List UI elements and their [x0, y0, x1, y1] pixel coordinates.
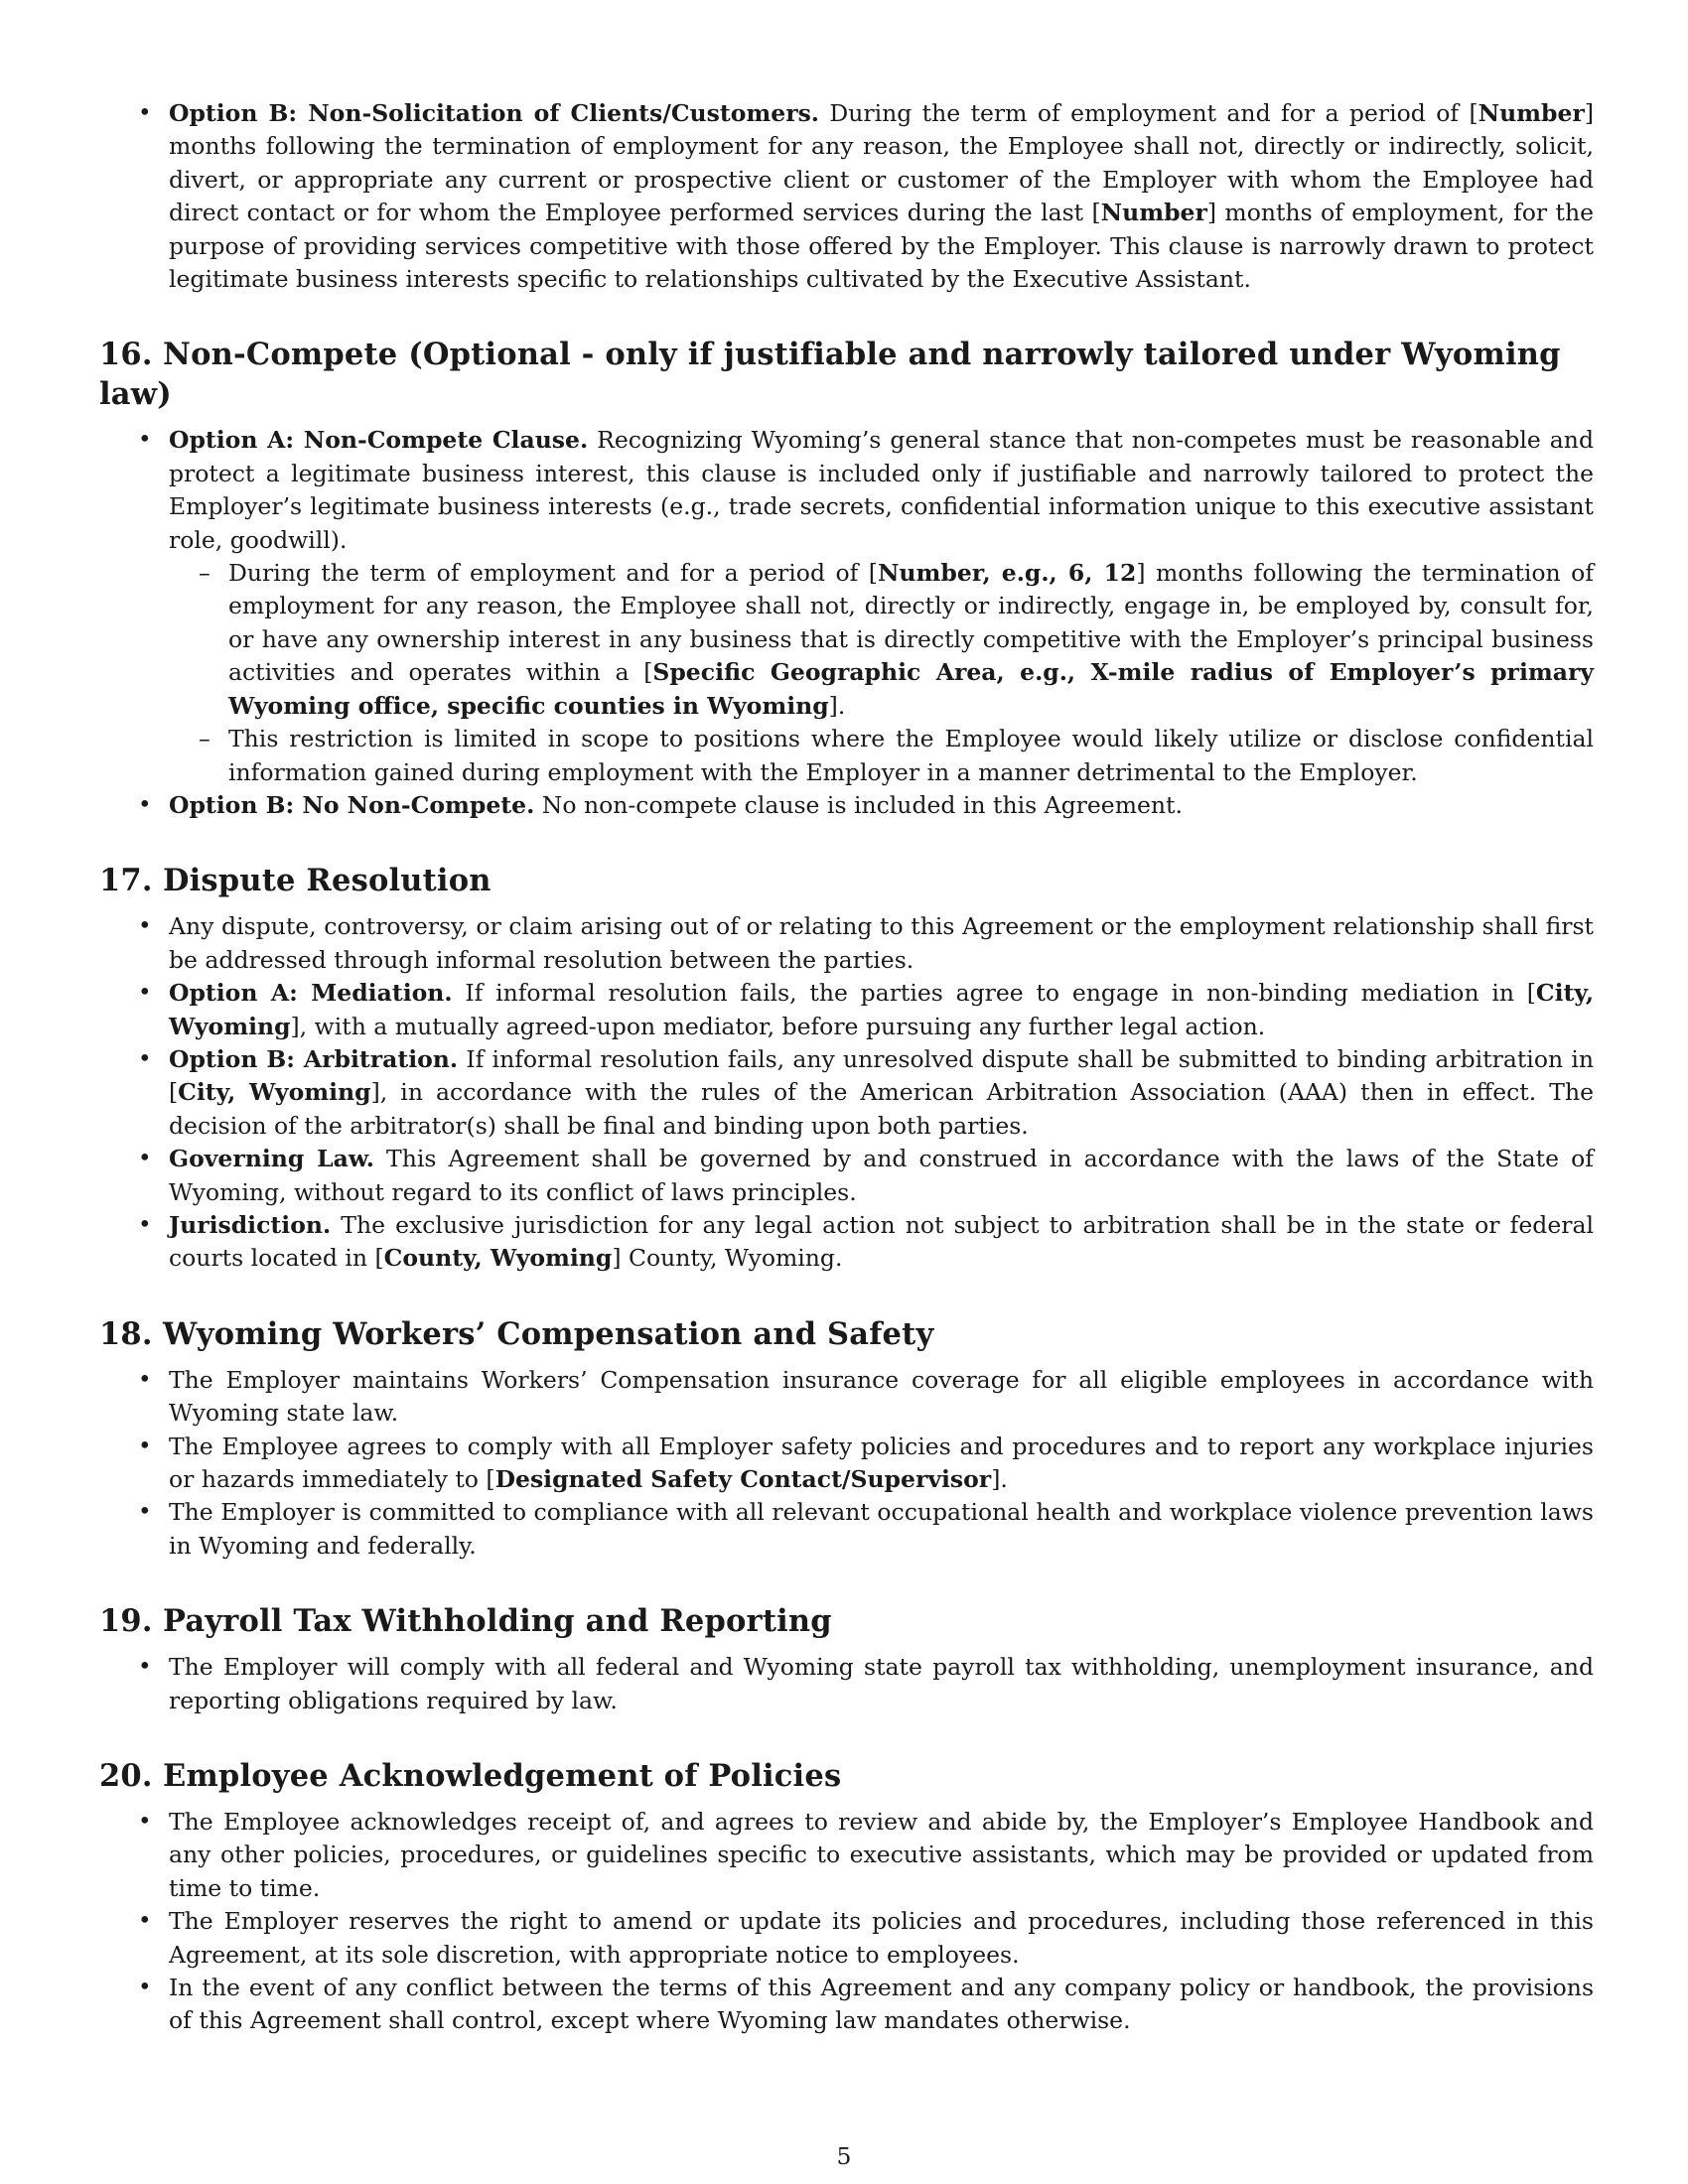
section-heading-19: 19. Payroll Tax Withholding and Reporting — [99, 1603, 832, 1640]
bullet-icon: • — [138, 1433, 152, 1459]
list-item: • Option A: Non-Compete Clause. Recognizing Wyoming’s general stance that non-competes must be reasonable and protect a legitimate business interest, this clause is included only if justifiable and narrowly tailored to protect the Employer’s legitimate business interests (e.g., trade secrets, confidential information unique to this executive assistant role, goodwill). – During the term of employment and for a period of [Number, e.g., 6, 12] months following the termination of employment for any reason, the Employee shall not, directly or indirectly, engage in, be employed by, consult for, or have any ownership interest in any business that is directly competitive with the Employer’s principal business activities and operates within a [Specific Geographic Area, e.g., X-mile radius of Employer’s primary Wyoming office, specific counties in Wyoming]. – This restriction is limited in scope to positions where the Employee would likely utilize or disclose confidential information gained during employment with the Employer in a manner detrimental to the Employer. — [99, 424, 1594, 788]
bullet-icon: • — [138, 1975, 152, 2001]
bullet-icon: • — [138, 1908, 152, 1935]
dash-icon: – — [199, 559, 211, 588]
bullet-icon: • — [138, 1654, 152, 1681]
list-item: • Option B: Non-Solicitation of Clients/Customers. During the term of employment and for a period of [Number] months following the termination of employment for any reason, the Employee shall not, directly or indirectly, solicit, divert, or appropriate any current or prospective client or customer of the Employer with whom the Employee had direct contact or for whom the Employee performed services during the last [Number] months of employment, for the purpose of providing services competitive with those offered by the Employer. This clause is narrowly drawn to protect legitimate business interests specific to relationships cultivated by the Executive Assistant. — [138, 99, 1594, 294]
list-item: • The Employer is committed to compliance with all relevant occupational health and workplace violence prevention laws in Wyoming and federally. — [138, 1498, 1594, 1560]
section-17-list — [99, 910, 1594, 1275]
non-solicitation-list — [99, 97, 1594, 296]
sub-list — [169, 557, 1594, 789]
bullet-icon: • — [138, 791, 152, 818]
sub-list-item: – During the term of employment and for a period of [Number, e.g., 6, 12] months following the termination of employment for any reason, the Employee shall not, directly or indirectly, engage in, be employed by, consult for, or have any ownership interest in any business that is directly competitive with the Employer’s principal business activities and operates within a [Specific Geographic Area, e.g., X-mile radius of Employer’s primary Wyoming office, specific counties in Wyoming]. — [199, 559, 1595, 720]
section-heading-18: 18. Wyoming Workers’ Compensation and Safety — [99, 1315, 934, 1352]
bullet-icon: • — [138, 1366, 152, 1393]
bullet-icon: • — [138, 1809, 152, 1836]
list-item: • Option B: Arbitration. If informal resolution fails, any unresolved dispute shall be submitted to binding arbitration in [City, Wyoming], in accordance with the rules of the American Arbitration Association (AAA) then in effect. The decision of the arbitrator(s) shall be final and binding upon both parties. — [138, 1044, 1595, 1140]
list-item: • The Employer reserves the right to amend or update its policies and procedures, including those referenced in this Agreement, at its sole discretion, with appropriate notice to employees. — [138, 1907, 1594, 1969]
list-item: • In the event of any conflict between the terms of this Agreement and any company policy or handbook, the provisions of this Agreement shall control, except where Wyoming law mandates otherwise. — [138, 1974, 1594, 2035]
section-18-list — [99, 1364, 1594, 1563]
sub-list-item: – This restriction is limited in scope to positions where the Employee would likely utilize or disclose confidential information gained during employment with the Employer in a manner detrimental to the Employer. — [199, 725, 1594, 786]
dash-icon: – — [199, 725, 211, 753]
list-item: • The Employer will comply with all federal and Wyoming state payroll tax withholding, unemployment insurance, and reporting obligations required by law. — [138, 1653, 1594, 1714]
list-item: • Governing Law. This Agreement shall be governed by and construed in accordance with the laws of the State of Wyoming, without regard to its conflict of laws principles. — [138, 1145, 1594, 1206]
page-number: 5 — [836, 2142, 852, 2170]
section-20-list — [99, 1806, 1594, 2038]
section-19-list — [99, 1651, 1594, 1717]
bullet-icon: • — [138, 1146, 152, 1172]
bullet-icon: • — [138, 913, 152, 940]
section-heading-20: 20. Employee Acknowledgement of Policies — [99, 1758, 842, 1795]
list-item: • Option A: Mediation. If informal resolution fails, the parties agree to engage in non-binding mediation in [City, Wyoming], with a mutually agreed-upon mediator, before pursuing any further legal action. — [138, 979, 1594, 1040]
list-item: • Option B: No Non-Compete. No non-compete clause is included in this Agreement. — [99, 789, 1594, 822]
bullet-icon: • — [138, 1211, 152, 1238]
section-heading-17: 17. Dispute Resolution — [99, 863, 492, 899]
document-page — [99, 97, 1594, 2038]
section-16-list — [99, 424, 1594, 822]
list-item: • The Employee acknowledges receipt of, and agrees to review and abide by, the Employer’s Employee Handbook and any other policies, procedures, or guidelines specific to executive assistants, which may be provided or updated from time to time. — [138, 1808, 1594, 1902]
bullet-icon: • — [138, 1499, 152, 1526]
list-item: • The Employee agrees to comply with all Employer safety policies and procedures and to report any workplace injuries or hazards immediately to [Designated Safety Contact/Supervisor]. — [138, 1432, 1594, 1493]
bullet-icon: • — [138, 980, 152, 1007]
bullet-icon: • — [138, 100, 152, 126]
section-heading-16: 16. Non-Compete (Optional - only if justifiable and narrowly tailored under Wyoming law) — [99, 337, 1561, 413]
list-item: • Jurisdiction. The exclusive jurisdiction for any legal action not subject to arbitration shall be in the state or federal courts located in [County, Wyoming] County, Wyoming. — [138, 1210, 1594, 1273]
bullet-icon: • — [138, 1045, 152, 1072]
list-item: • The Employer maintains Workers’ Compensation insurance coverage for all eligible employees in accordance with Wyoming state law. — [138, 1365, 1594, 1428]
bullet-icon: • — [138, 427, 152, 454]
list-item: • Any dispute, controversy, or claim arising out of or relating to this Agreement or the employment relationship shall first be addressed through informal resolution between the parties. — [138, 912, 1594, 974]
